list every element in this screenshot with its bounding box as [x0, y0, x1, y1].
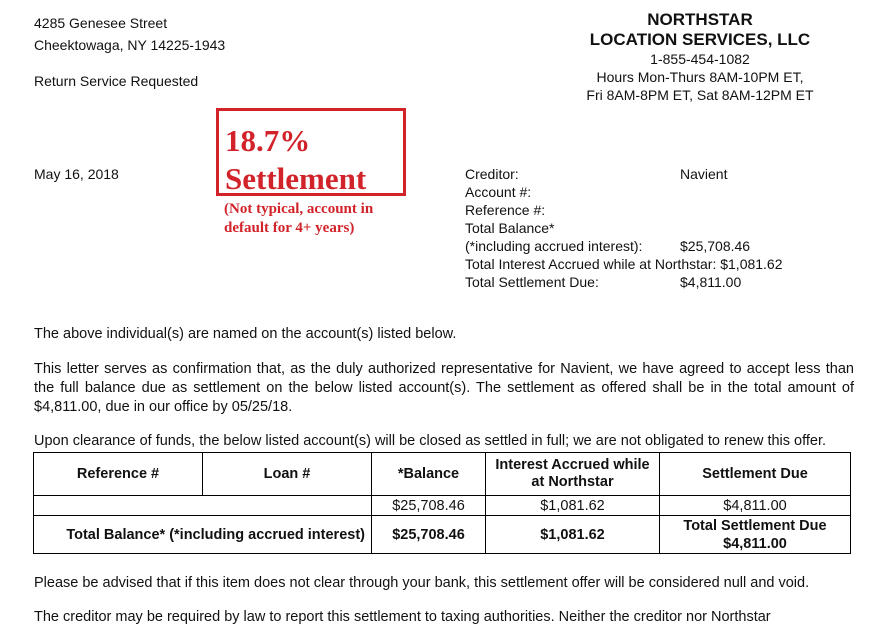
paragraph-clearance: Upon clearance of funds, the below listed account(s) will be closed as settled in full; we are not obligated to renew this offer.	[34, 433, 827, 449]
company-name-line1: NORTHSTAR	[647, 10, 753, 29]
paragraph-null-void: Please be advised that if this item does not clear through your bank, this settlement offer will be considered null and void.	[34, 575, 810, 591]
row-interest: $1,081.62	[486, 496, 660, 516]
paragraph-named-individuals: The above individual(s) are named on the account(s) listed below.	[34, 326, 457, 342]
company-header	[550, 10, 850, 104]
col-balance: *Balance	[372, 453, 486, 496]
total-settlement-value: $4,811.00	[723, 535, 787, 552]
creditor-value: Navient	[680, 166, 728, 182]
total-settlement-label: Total Settlement Due	[683, 517, 827, 534]
paragraph-confirmation: This letter serves as confirmation that, as the duly authorized representative for Navient, we have agreed to accept less than the full balance due as settlement on the below listed account(s). The settlement as offered shall be in the total amount of $4,811.00, due in our office by 05/25/18.	[34, 361, 854, 415]
row-balance: $25,708.46	[372, 496, 486, 516]
return-service-text: Return Service Requested	[34, 73, 199, 89]
total-balance-sub: (*including accrued interest):	[465, 238, 643, 254]
sender-city: Cheektowaga, NY 14225-1943	[34, 37, 226, 53]
stamp-note-line1: (Not typical, account in	[224, 201, 374, 217]
total-label: Total Balance* (*including accrued interest)	[34, 516, 372, 554]
settlement-table	[33, 452, 851, 554]
stamp-settlement: Settlement	[225, 161, 367, 196]
stamp-percent: 18.7%	[225, 123, 311, 158]
company-hours-2: Fri 8AM-8PM ET, Sat 8AM-12PM ET	[586, 87, 814, 103]
total-balance-label: Total Balance*	[465, 220, 555, 236]
total-balance: $25,708.46	[372, 516, 486, 554]
company-name-line2: LOCATION SERVICES, LLC	[589, 30, 811, 49]
table-row	[34, 496, 851, 516]
creditor-label: Creditor:	[465, 166, 519, 182]
stamp-note-line2: default for 4+ years)	[224, 220, 355, 236]
stamp-note	[224, 200, 373, 238]
table-total-row	[34, 516, 851, 554]
letter-date: May 16, 2018	[34, 166, 119, 182]
settlement-due-value: $4,811.00	[680, 274, 742, 290]
reference-number-label: Reference #:	[465, 202, 546, 218]
col-interest: Interest Accrued while at Northstar	[486, 453, 660, 496]
company-hours-1: Hours Mon-Thurs 8AM-10PM ET,	[596, 69, 804, 85]
sender-street: 4285 Genesee Street	[34, 15, 168, 31]
settlement-due-label: Total Settlement Due:	[465, 274, 599, 290]
total-interest: $1,081.62	[486, 516, 660, 554]
settlement-stamp	[216, 108, 406, 196]
company-phone: 1-855-454-1082	[650, 51, 750, 67]
interest-accrued-line: Total Interest Accrued while at Northstar: $1,081.62	[465, 256, 783, 272]
table-header-row	[34, 453, 851, 496]
account-number-label: Account #:	[465, 184, 532, 200]
total-settlement-cell	[660, 516, 851, 554]
col-reference: Reference #	[34, 453, 203, 496]
paragraph-tax-reporting: The creditor may be required by law to report this settlement to taxing authorities. Neither the creditor nor Northstar	[34, 609, 771, 625]
col-settlement: Settlement Due	[660, 453, 851, 496]
redacted-cell	[34, 496, 372, 516]
col-loan: Loan #	[203, 453, 372, 496]
total-balance-value: $25,708.46	[680, 238, 751, 254]
row-settlement: $4,811.00	[660, 496, 851, 516]
